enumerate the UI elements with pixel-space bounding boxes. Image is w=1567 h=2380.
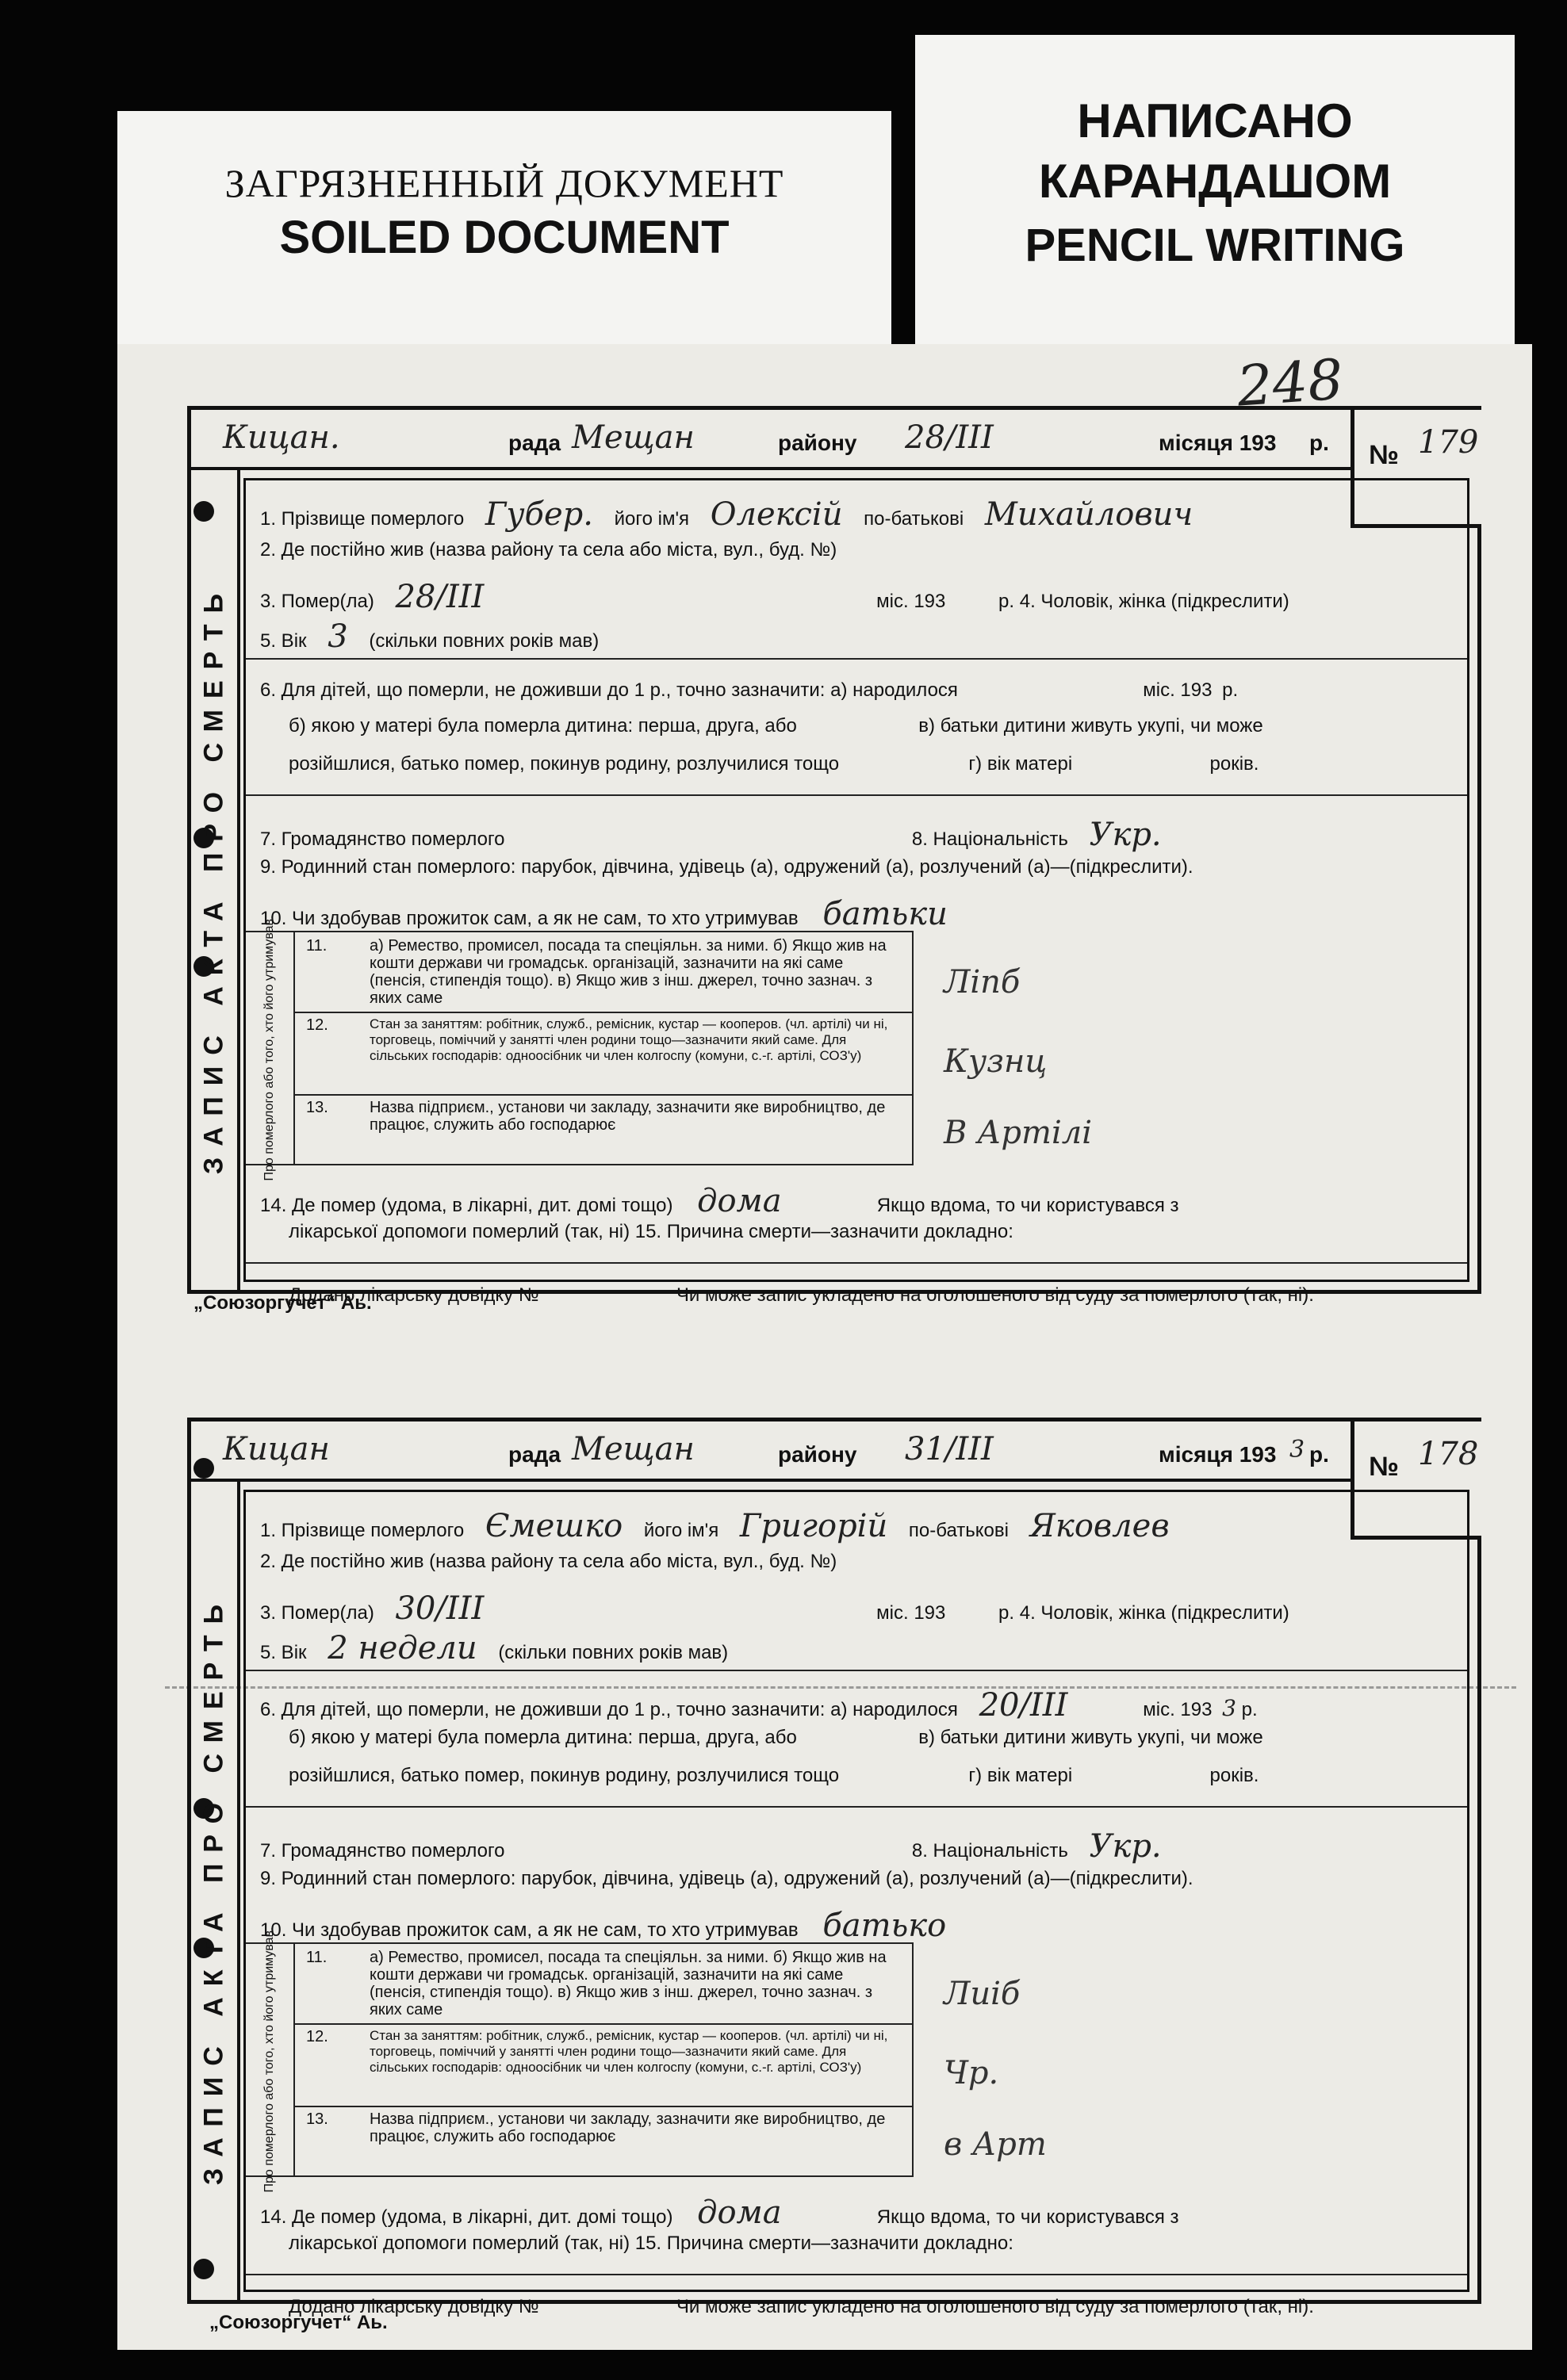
employment-status-label: Стан за заняттям: робітник, служб., ремісник, кустар — кооперов. (чл. артілі) чи ні, торговець, поміччий у занятті член родини тощо—зазначити який саме. Для сільських господарів: одноосібник чи член колгоспу (комуни, с.-г. артілі, СОЗ'у) (370, 1016, 888, 1063)
rada-label: рада (508, 430, 561, 455)
row-5 (260, 618, 599, 655)
death-place-value: дома (697, 2194, 782, 2231)
patronymic-value: Яковлев (1029, 1508, 1170, 1544)
age-label: 5. Вік (260, 1642, 307, 1663)
workplace-value: В Артілі (944, 1115, 1092, 1151)
form-sidebar (191, 467, 240, 1290)
employment-value: Кузнц (944, 1043, 1048, 1080)
row-6b (289, 715, 1263, 737)
district-value: Мещан (572, 419, 695, 456)
born-r-label: р. (1222, 679, 1239, 701)
mother-age-label: г) вік матері (968, 1765, 1073, 1786)
row-13 (293, 2106, 912, 2177)
soiled-label-ru: ЗАГРЯЗНЕННЫЙ ДОКУМЕНТ (224, 161, 784, 205)
name-label: його ім'я (643, 1520, 719, 1541)
row-13-number: 13. (306, 1099, 328, 1116)
born-month-label: міс. 193 (1143, 679, 1213, 701)
record-header (191, 1421, 1477, 1482)
born-value: 20/ІІІ (979, 1687, 1068, 1724)
pencil-label-ru-1: НАПИСАНО (1077, 94, 1353, 147)
number-label: № (1369, 1452, 1399, 1482)
raionu-label: району (778, 1442, 857, 1467)
support-value: батьки (822, 896, 948, 932)
died-month-label: міс. 193 (876, 1602, 946, 1624)
row-7 (260, 817, 1162, 853)
name-value: Олексій (710, 496, 843, 533)
court-label: Чи може запис укладено на оголошеного від суду за померлого (так, ні). (676, 1284, 1314, 1306)
surname-value: Губер. (485, 496, 593, 533)
subtable-side-label: Про померлого або того, хто його утримував. (262, 915, 276, 1181)
record-number-value: 179 (1418, 424, 1479, 461)
workplace-label: Назва підприєм., установи чи закладу, зазначити яке виробництво, де працює, служить або господарює (370, 2110, 886, 2145)
born-month-label: міс. 193 (1143, 1699, 1213, 1720)
row-12 (293, 1012, 912, 1096)
separated-label: розійшлися, батько помер, покинув родину, розлучилися тощо (289, 1765, 840, 1786)
occupation-label: а) Ремество, промисел, посада та спеціяльн. за ними. б) Якщо жив на кошти держави чи громадськ. організацій, зазначити на які саме (пенсія, стипендія тощо). в) Якщо жив з інш. джерел, точно зазнач. з яких саме (370, 937, 887, 1007)
age-note: (скільки повних років мав) (498, 1642, 729, 1663)
citizenship-label: 7. Громадянство померлого (260, 1840, 505, 1862)
home-label: Якщо вдома, то чи користувався з (876, 2206, 1179, 2228)
row-12-number: 12. (306, 1016, 328, 1034)
row-5 (260, 1630, 728, 1666)
row-1 (260, 496, 1193, 533)
row-16 (289, 1284, 1314, 1307)
row-6a (260, 1687, 1258, 1724)
form-body (243, 1490, 1469, 2317)
workplace-value: в Арт (944, 2126, 1047, 2163)
child-order-label: б) якою у матері була померла дитина: перша, друга, або (289, 1727, 797, 1748)
surname-value: Ємешко (485, 1508, 623, 1544)
row-6c (289, 753, 1259, 775)
support-label: 10. Чи здобував прожиток сам, а як не сам, то хто утримував (260, 1919, 799, 1941)
name-value: Григорій (739, 1508, 888, 1544)
village-value: Кицан. (223, 419, 340, 456)
citizenship-label: 7. Громадянство померлого (260, 828, 505, 850)
marital-label: 9. Родинний стан померлого: парубок, дівчина, удівець (а), одружений (а), розлучений (а)—(підкреслити). (260, 856, 1193, 878)
nationality-value: Укр. (1089, 817, 1162, 853)
occupation-value: Ліпб (944, 964, 1021, 1001)
page-number: 248 (1235, 346, 1346, 419)
village-value: Кицан (223, 1431, 330, 1467)
death-place-value: дома (697, 1183, 782, 1219)
years-label: років. (1209, 1765, 1259, 1786)
pencil-label-en: PENCIL WRITING (1025, 220, 1405, 271)
raionu-label: району (778, 430, 857, 455)
row-1 (260, 1508, 1170, 1544)
employment-status-label: Стан за заняттям: робітник, служб., ремісник, кустар — кооперов. (чл. артілі) чи ні, торговець, поміччий у занятті член родини тощо—зазначити який саме. Для сільських господарів: одноосібник чи член колгоспу (комуни, с.-г. артілі, СОЗ'у) (370, 2028, 888, 2075)
month-label: місяця 193 (1159, 430, 1277, 455)
surname-label: 1. Прізвище померлого (260, 508, 465, 530)
separated-label: розійшлися, батько помер, покинув родину, розлучилися тощо (289, 753, 840, 775)
row-10 (260, 1907, 946, 1944)
born-label: 6. Для дітей, що померли, не доживши до 1 р., точно зазначити: а) народилося (260, 1699, 958, 1720)
pencil-label-ru-2: КАРАНДАШОМ (1038, 155, 1392, 208)
sidebar-title: ЗАПИС АКТА ПРО СМЕРТЬ (198, 582, 229, 1175)
born-label: 6. Для дітей, що померли, не доживши до 1 р., точно зазначити: а) народилося (260, 679, 958, 701)
printer-mark: „Союзоргучет“ Аь. (209, 2312, 388, 2333)
row-11-number: 11. (306, 1949, 328, 1966)
row-3 (260, 1590, 1289, 1627)
died-label: 3. Помер(ла) (260, 591, 374, 612)
died-value: 30/ІІІ (395, 1590, 485, 1627)
child-order-label: б) якою у матері була померла дитина: перша, друга, або (289, 715, 797, 737)
month-label: місяця 193 (1159, 1442, 1277, 1467)
mother-age-label: г) вік матері (968, 753, 1073, 775)
patronymic-value: Михайлович (984, 496, 1193, 533)
marital-label: 9. Родинний стан померлого: парубок, дівчина, удівець (а), одружений (а), розлучений (а)—(підкреслити). (260, 1868, 1193, 1889)
employment-value: Чр. (944, 2055, 999, 2091)
surname-label: 1. Прізвище померлого (260, 1520, 465, 1541)
court-label: Чи може запис укладено на оголошеного від суду за померлого (так, ні). (676, 2296, 1314, 2317)
patronymic-label: по-батькові (864, 508, 964, 530)
record-header (191, 410, 1477, 470)
residence-label: 2. Де постійно жив (назва району та села або міста, вул., буд. №) (260, 539, 837, 561)
born-r-label: р. (1241, 1699, 1258, 1720)
row-6a (260, 675, 1238, 702)
nationality-value: Укр. (1089, 1828, 1162, 1865)
date-value: 28/ІІІ (905, 419, 994, 456)
death-place-label: 14. Де помер (удома, в лікарні, дит. домі тощо) (260, 1195, 673, 1216)
age-value: 3 (328, 618, 348, 655)
cause-label: лікарської допомоги померлий (так, ні) 15. Причина смерти—зазначити докладно: (289, 2233, 1013, 2254)
nationality-label: 8. Національність (911, 828, 1068, 850)
soiled-label-en: SOILED DOCUMENT (279, 212, 730, 263)
row-6b (289, 1727, 1263, 1749)
pencil-writing-label (915, 35, 1515, 352)
row-16 (289, 2296, 1314, 2318)
r-label: р. (1309, 430, 1329, 455)
sex-label: р. 4. Чоловік, жінка (підкреслити) (998, 591, 1289, 612)
died-label: 3. Помер(ла) (260, 1602, 374, 1624)
nationality-label: 8. Національність (911, 1840, 1068, 1862)
sidebar-title: ЗАПИС АКТА ПРО СМЕРТЬ (198, 1593, 229, 2186)
row-13-number: 13. (306, 2110, 328, 2128)
subtable-side-label: Про померлого або того, хто його утримував. (262, 1927, 276, 2193)
death-record-form-2 (187, 1418, 1481, 2317)
parents-label: в) батьки дитини живуть укупі, чи може (918, 1727, 1263, 1748)
row-14 (260, 2194, 1179, 2231)
row-11 (293, 932, 912, 1013)
row-9 (260, 1868, 1193, 1890)
number-label: № (1369, 440, 1399, 470)
row-9 (260, 856, 1193, 878)
residence-label: 2. Де постійно жив (назва району та села або міста, вул., буд. №) (260, 1551, 837, 1572)
patronymic-label: по-батькові (908, 1520, 1009, 1541)
row-11 (293, 1944, 912, 2025)
district-value: Мещан (572, 1431, 695, 1467)
row-7 (260, 1828, 1162, 1865)
certificate-label: Додано лікарську довідку № (289, 2296, 539, 2317)
age-value: 2 недели (328, 1630, 477, 1666)
parents-label: в) батьки дитини живуть укупі, чи може (918, 715, 1263, 737)
printer-mark: „Союзоргучет“ Аь. (193, 1292, 372, 1314)
certificate-label: Додано лікарську довідку № (289, 1284, 539, 1306)
form-body (243, 478, 1469, 1306)
form-sidebar (191, 1479, 240, 2300)
row-12 (293, 2023, 912, 2107)
row-10 (260, 896, 948, 932)
occupation-label: а) Ремество, промисел, посада та спеціяльн. за ними. б) Якщо жив на кошти держави чи громадськ. організацій, зазначити на які саме (пенсія, стипендія тощо). в) Якщо жив з інш. джерел, точно зазнач. з яких саме (370, 1949, 887, 2018)
died-month-label: міс. 193 (876, 591, 946, 612)
death-place-label: 14. Де помер (удома, в лікарні, дит. домі тощо) (260, 2206, 673, 2228)
name-label: його ім'я (614, 508, 690, 530)
died-value: 28/ІІІ (395, 579, 485, 615)
row-2 (260, 539, 837, 561)
r-label: р. (1309, 1442, 1329, 1467)
soiled-document-label (117, 111, 891, 349)
row-14 (260, 1183, 1179, 1219)
row-11-number: 11. (306, 937, 328, 955)
support-label: 10. Чи здобував прожиток сам, а як не сам, то хто утримував (260, 908, 799, 929)
sex-label: р. 4. Чоловік, жінка (підкреслити) (998, 1602, 1289, 1624)
date-value: 31/ІІІ (905, 1431, 994, 1467)
cause-label: лікарської допомоги померлий (так, ні) 15. Причина смерти—зазначити докладно: (289, 1221, 1013, 1242)
occupation-value: Лиіб (944, 1976, 1021, 2012)
row-15 (289, 2233, 1013, 2255)
row-2 (260, 1551, 837, 1573)
born-year-value: 3 (1222, 1695, 1236, 1721)
years-label: років. (1209, 753, 1259, 775)
record-number-value: 178 (1418, 1436, 1479, 1472)
row-12-number: 12. (306, 2028, 328, 2045)
row-13 (293, 1094, 912, 1165)
home-label: Якщо вдома, то чи користувався з (876, 1195, 1179, 1216)
year-digit-value: 3 (1289, 1436, 1305, 1464)
age-note: (скільки повних років мав) (369, 630, 600, 652)
rada-label: рада (508, 1442, 561, 1467)
support-value: батько (822, 1907, 947, 1944)
age-label: 5. Вік (260, 630, 307, 652)
row-6c (289, 1765, 1259, 1787)
row-3 (260, 579, 1289, 615)
workplace-label: Назва підприєм., установи чи закладу, зазначити яке виробництво, де працює, служить або господарює (370, 1099, 886, 1134)
row-15 (289, 1221, 1013, 1243)
